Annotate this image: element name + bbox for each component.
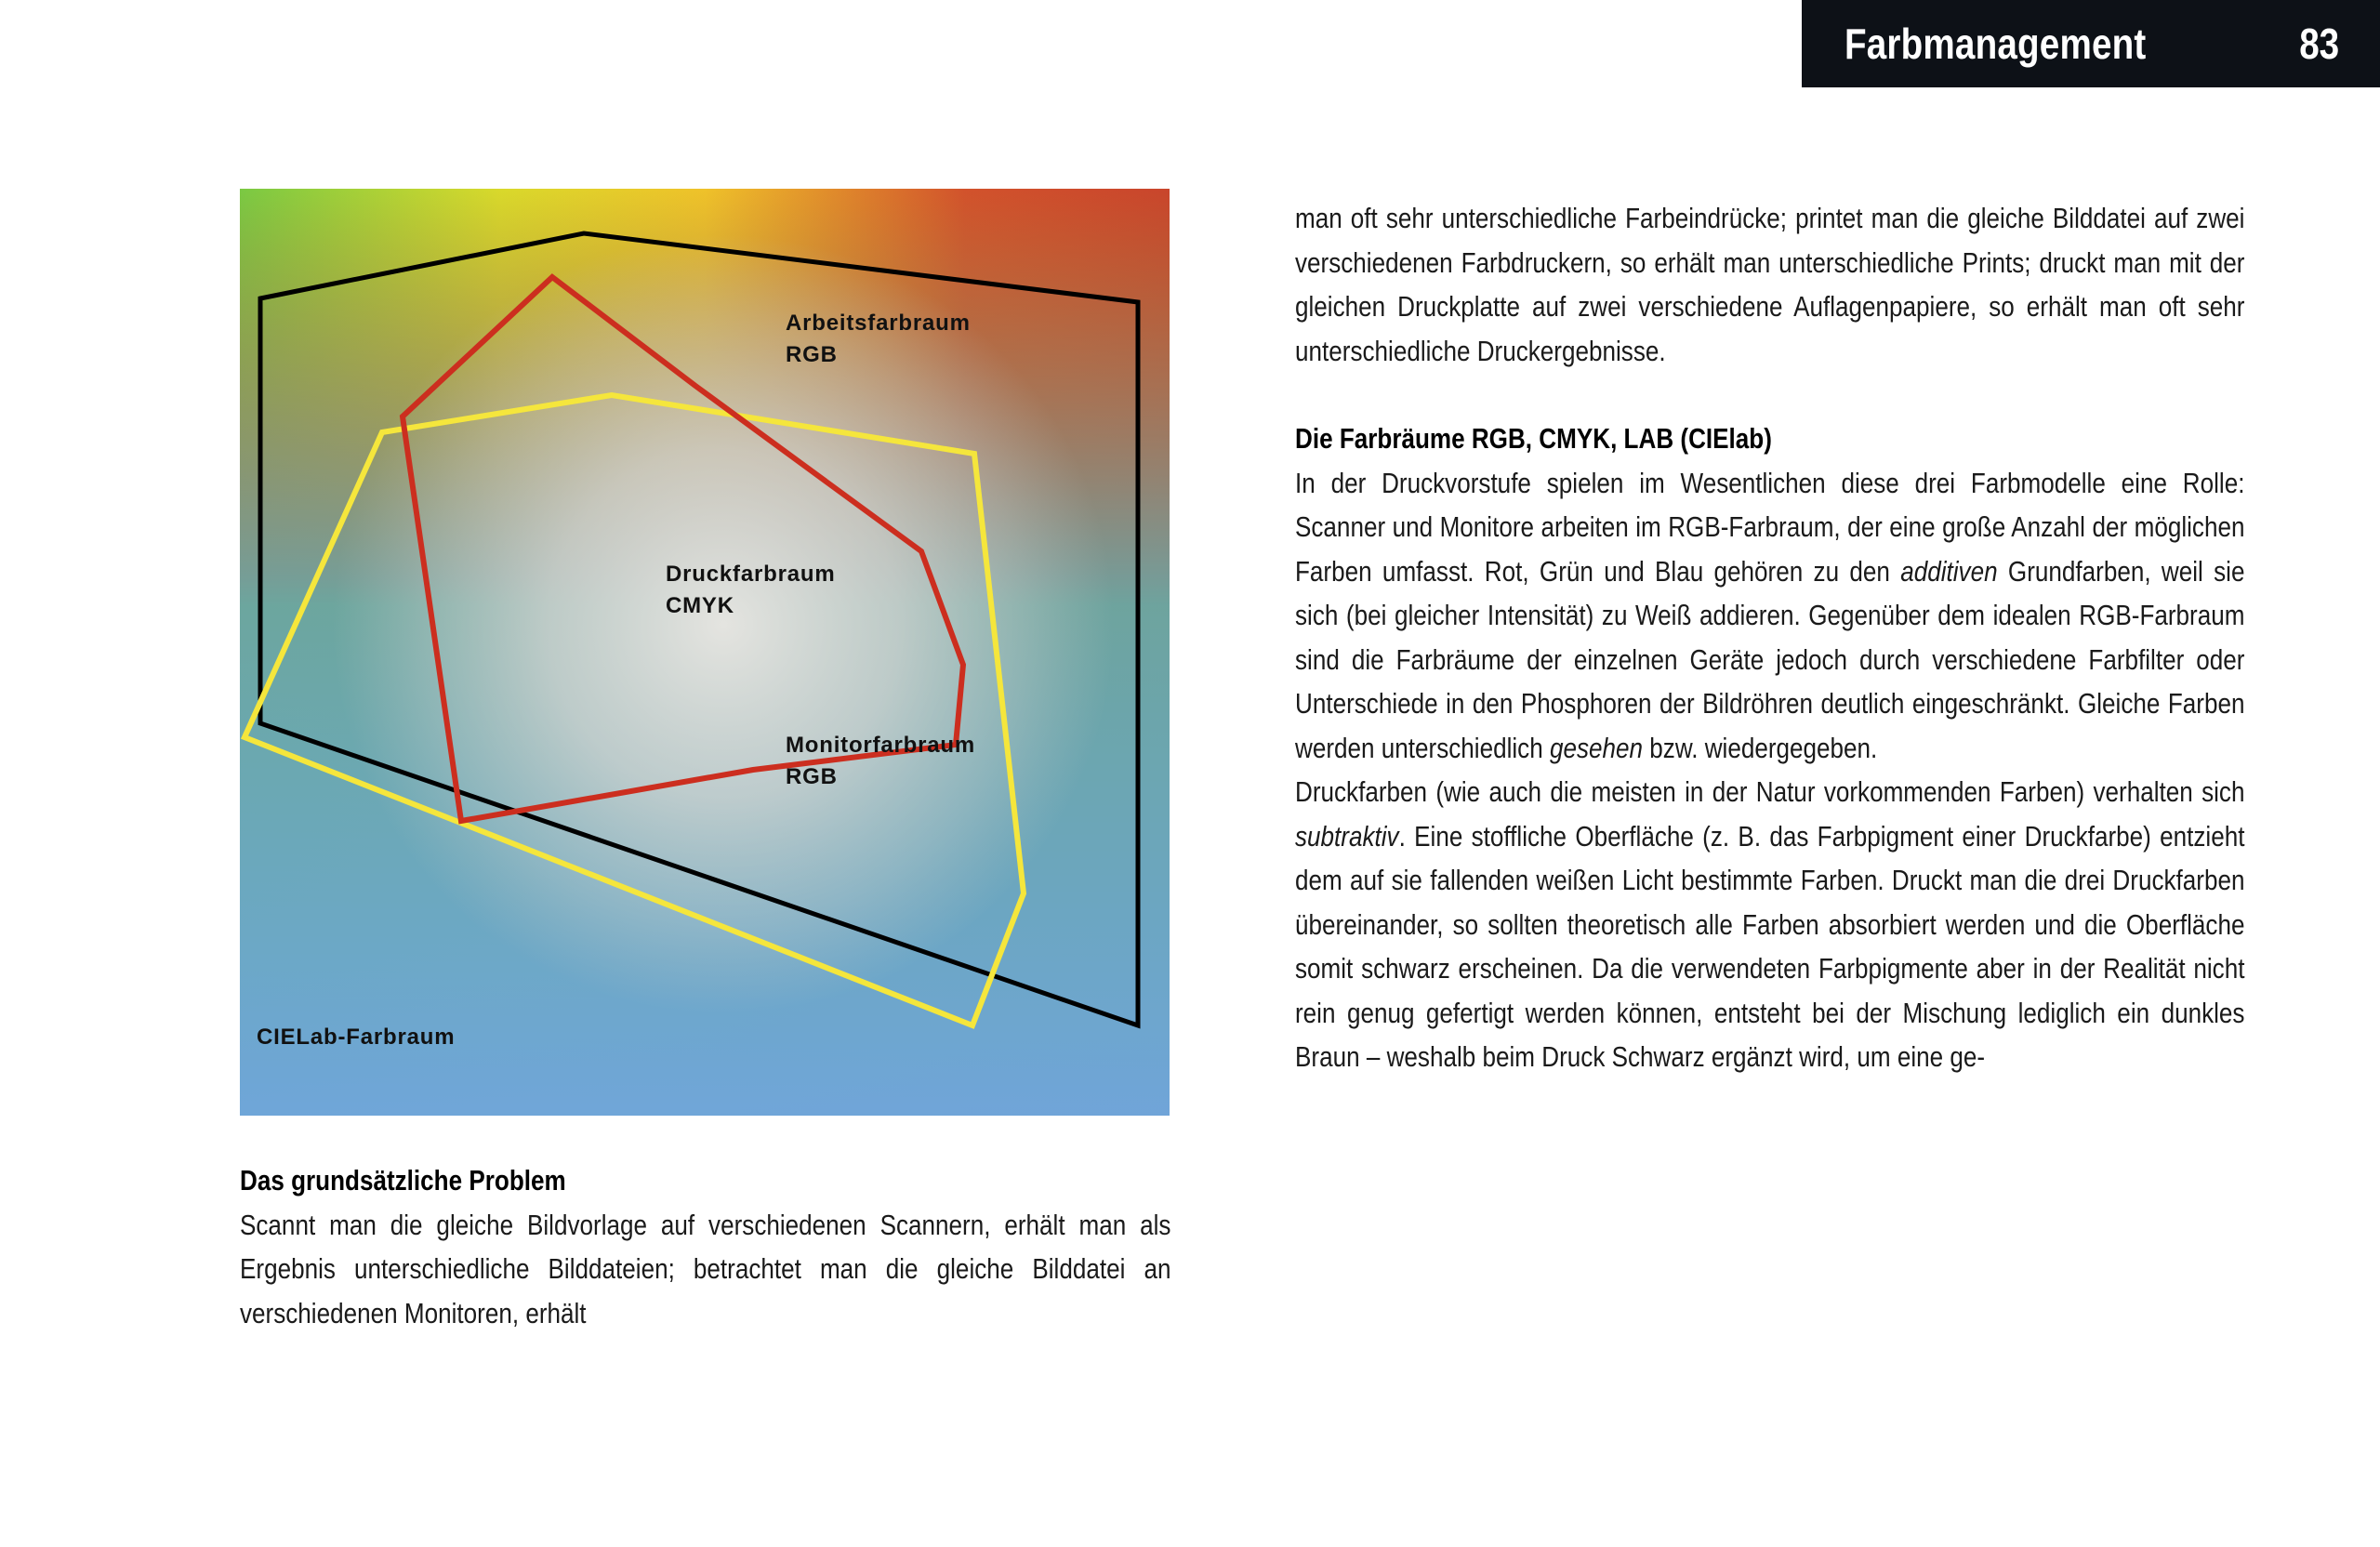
- figure-label-cielab-space: [257, 1025, 455, 1050]
- right-paragraph-3: [1295, 771, 2245, 1080]
- p2-italic-additiven: additiven: [1900, 555, 1998, 588]
- paragraph-spacer: [1295, 374, 2245, 417]
- label-cielab-farbraum: CIELab-Farbraum: [257, 1025, 456, 1050]
- label-arbeitsfarbraum-line2: RGB: [786, 342, 838, 367]
- label-druckfarbraum-line2: CMYK: [666, 593, 734, 618]
- right-paragraph-1-text: man oft sehr unterschiedliche Farbeindrücke; printet man die gleiche Bilddatei auf zwei verschiedenen Farbdruckern, so erhält man unterschiedliche Prints; druckt man mit der gleichen Druckplatte auf zwei verschiedene Auflagenpapiere, so erhält man oft sehr unterschiedliche Druckergebnisse.: [1295, 203, 2245, 367]
- p2-italic-gesehen: gesehen: [1549, 732, 1644, 764]
- right-paragraph-1: [1295, 197, 2245, 374]
- caption-paragraph: [240, 1204, 1171, 1337]
- p2-part1: In der Druckvorstufe spielen im Wesentlichen diese drei Farbmodelle eine Rolle: Scanner und Monitore arbeiten im RGB-Farbraum, der eine große Anzahl der möglichen Farben umfasst. Rot, Grün und Blau gehören zu den: [1295, 467, 2245, 588]
- right-column: [1295, 197, 2245, 1080]
- page-number: 83: [2299, 20, 2339, 68]
- page-header-title: Farbmanagement: [1844, 20, 2147, 68]
- right-paragraph-3-text: [1295, 771, 2244, 1080]
- caption-heading-text: Das grundsätzliche Problem: [240, 1165, 566, 1197]
- right-paragraph-2: [1295, 462, 2245, 772]
- left-column: [240, 189, 1171, 1336]
- caption-heading: [240, 1159, 1171, 1204]
- label-monitorfarbraum-line2: RGB: [786, 764, 838, 789]
- p3-part2: . Eine stoffliche Oberfläche (z. B. das Farbpigment einer Druckfarbe) entzieht dem auf sie fallenden weißen Licht bestimmte Farben. Druckt man die drei Druckfarben übereinander, so sollten theoretisch alle Farben absorbiert werden und die Oberfläche somit schwarz erscheinen. Da die verwendeten Farbpigmente aber in der Realität nicht rein genug gefertigt werden können, entsteht bei der Mischung lediglich ein dunkles Braun – weshalb beim Druck Schwarz ergänzt wird, um eine ge-: [1295, 820, 2245, 1073]
- figure-gradient-background: [240, 189, 1170, 1116]
- right-section-heading: [1295, 417, 2245, 462]
- right-paragraph-2-text: [1295, 462, 2244, 772]
- caption-paragraph-text: Scannt man die gleiche Bildvorlage auf verschiedenen Scannern, erhält man als Ergebnis unterschiedliche Bilddateien; betrachtet man die gleiche Bilddatei an verschiedenen Monitoren, erhält: [240, 1209, 1171, 1329]
- label-druckfarbraum-line1: Druckfarbraum: [666, 562, 836, 587]
- label-arbeitsfarbraum-line1: Arbeitsfarbraum: [786, 311, 971, 336]
- page-header-bar: [1802, 0, 2380, 87]
- p3-part1: Druckfarben (wie auch die meisten in der Natur vorkommenden Farben) verhalten sich: [1295, 776, 2245, 808]
- figure-caption-block: [240, 1159, 1171, 1336]
- p2-part2: Grundfarben, weil sie sich (bei gleicher Intensität) zu Weiß addieren. Gegenüber dem idealen RGB-Farbraum sind die Farbräume der einzelnen Geräte jedoch durch verschiedene Farbfilter oder Unterschiede in den Phosphoren der Bildröhren deutlich eingeschränkt. Gleiche Farben werden unterschiedlich: [1295, 555, 2245, 764]
- color-gamut-figure: [240, 189, 1170, 1116]
- right-section-heading-text: Die Farbräume RGB, CMYK, LAB (CIElab): [1295, 423, 1772, 455]
- color-gamut-svg: [240, 189, 1170, 1116]
- p2-part3: bzw. wiedergegeben.: [1643, 732, 1878, 764]
- label-monitorfarbraum-line1: Monitorfarbraum: [786, 733, 975, 758]
- p3-italic-subtraktiv: subtraktiv: [1295, 820, 1399, 853]
